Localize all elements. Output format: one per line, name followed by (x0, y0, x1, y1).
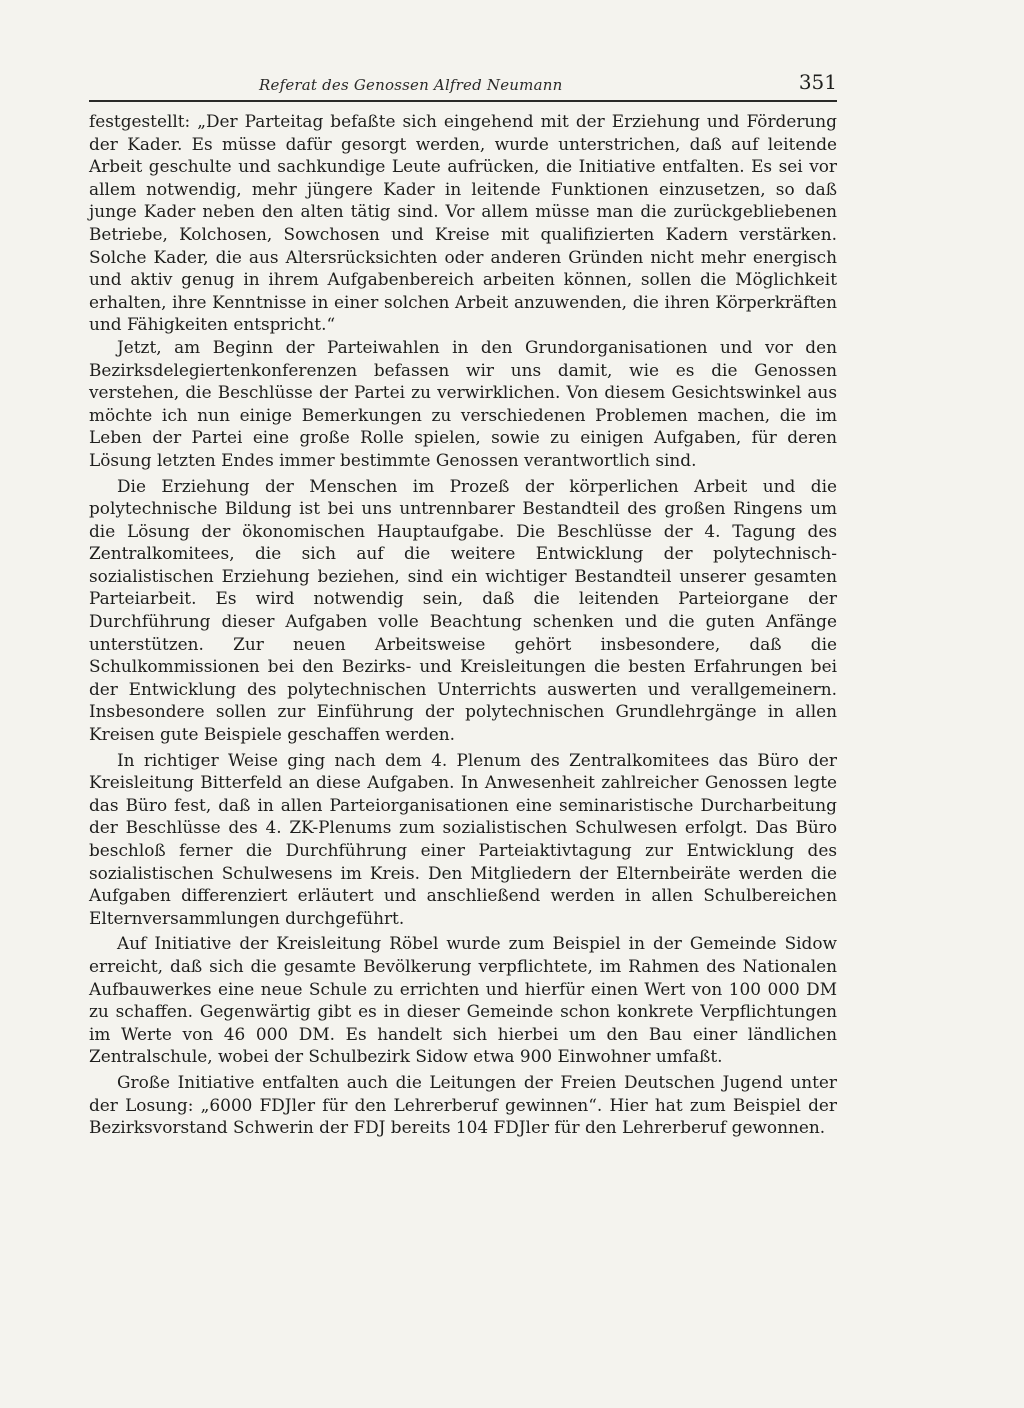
paragraph-parteiwahlen: Jetzt, am Beginn der Parteiwahlen in den Grundorganisationen und vor den Bezirksdelegiertenkonferenzen befassen wir uns damit, wie es die Genossen verstehen, die Beschlüsse der Partei zu verwirklichen. Von diesem Gesichtswinkel aus möchte ich nun einige Bemerkungen zu verschiedenen Problemen machen, die im Leben der Partei eine große Rolle spielen, sowie zu einigen Aufgaben, für deren Lösung letzten Endes immer bestimmte Genossen verantwortlich sind. (89, 336, 837, 470)
body-text (89, 110, 837, 1139)
running-title: Referat des Genossen Alfred Neumann (259, 76, 563, 94)
paragraph-polytechnische-bildung: Die Erziehung der Menschen im Prozeß der körperlichen Arbeit und die polytechnische Bildung ist bei uns untrennbarer Bestandteil des großen Ringens um die Lösung der ökonomischen Hauptaufgabe. Die Beschlüsse der 4. Tagung des Zentralkomitees, die sich auf die weitere Entwicklung der polytechnisch-sozialistischen Erziehung beziehen, sind ein wichtiger Bestandteil unserer gesamten Parteiarbeit. Es wird notwendig sein, daß die leitenden Parteiorgane der Durchführung dieser Aufgaben volle Beachtung schenken und die guten Anfänge unterstützen. Zur neuen Arbeitsweise gehört insbesondere, daß die Schulkommissionen bei den Bezirks- und Kreisleitungen die besten Erfahrungen bei der Entwicklung des polytechnischen Unterrichts auswerten und verallgemeinern. Insbesondere sollen zur Einführung der polytechnischen Grundlehrgänge in allen Kreisen gute Beispiele geschaffen werden. (89, 475, 837, 745)
paragraph-bitterfeld: In richtiger Weise ging nach dem 4. Plenum des Zentralkomitees das Büro der Kreisleitung Bitterfeld an diese Aufgaben. In Anwesenheit zahlreicher Genossen legte das Büro fest, daß in allen Parteiorganisationen eine seminaristische Durcharbeitung der Beschlüsse des 4. ZK-Plenums zum sozialistischen Schulwesen erfolgt. Das Büro beschloß ferner die Durchführung einer Parteiaktivtagung zur Entwicklung des sozialistischen Schulwesens im Kreis. Den Mitgliedern der Elternbeiräte werden die Aufgaben differenziert erläutert und anschließend werden in allen Schulbereichen Elternversammlungen durchgeführt. (89, 749, 837, 928)
page-number: 351 (798, 70, 837, 94)
paragraph-sidow: Auf Initiative der Kreisleitung Röbel wurde zum Beispiel in der Gemeinde Sidow erreicht, daß sich die gesamte Bevölkerung verpflichtete, im Rahmen des Nationalen Aufbauwerkes eine neue Schule zu errichten und hierfür einen Wert von 100 000 DM zu schaffen. Gegenwärtig gibt es in dieser Gemeinde schon konkrete Verpflichtungen im Werte von 46 000 DM. Es handelt sich hierbei um den Bau einer ländlichen Zentralschule, wobei der Schulbezirk Sidow etwa 900 Einwohner umfaßt. (89, 933, 837, 1067)
paragraph-continuation: festgestellt: „Der Parteitag befaßte sich eingehend mit der Erziehung und Förderung der Kader. Es müsse dafür gesorgt werden, wurde unterstrichen, daß auf leitende Arbeit geschulte und sachkundige Leute aufrücken, die Initiative entfalten. Es sei vor allem notwendig, mehr jüngere Kader in leitende Funktionen einzusetzen, so daß junge Kader neben den alten tätig sind. Vor allem müsse man die zurückgebliebenen Betriebe, Kolchosen, Sowchosen und Kreise mit qualifizierten Kadern verstärken. Solche Kader, die aus Altersrücksichten oder anderen Gründen nicht mehr energisch und aktiv genug in ihrem Aufgabenbereich arbeiten können, sollen die Möglichkeit erhalten, ihre Kenntnisse in einer solchen Arbeit anzuwenden, die ihren Körperkräften und Fähigkeiten entspricht.“ (89, 111, 837, 335)
running-head (89, 70, 837, 102)
paragraph-fdj: Große Initiative entfalten auch die Leitungen der Freien Deutschen Jugend unter der Losung: „6000 FDJler für den Lehrerberuf gewinnen“. Hier hat zum Beispiel der Bezirksvorstand Schwerin der FDJ bereits 104 FDJler für den Lehrerberuf gewonnen. (89, 1071, 837, 1138)
book-page (89, 70, 837, 1139)
